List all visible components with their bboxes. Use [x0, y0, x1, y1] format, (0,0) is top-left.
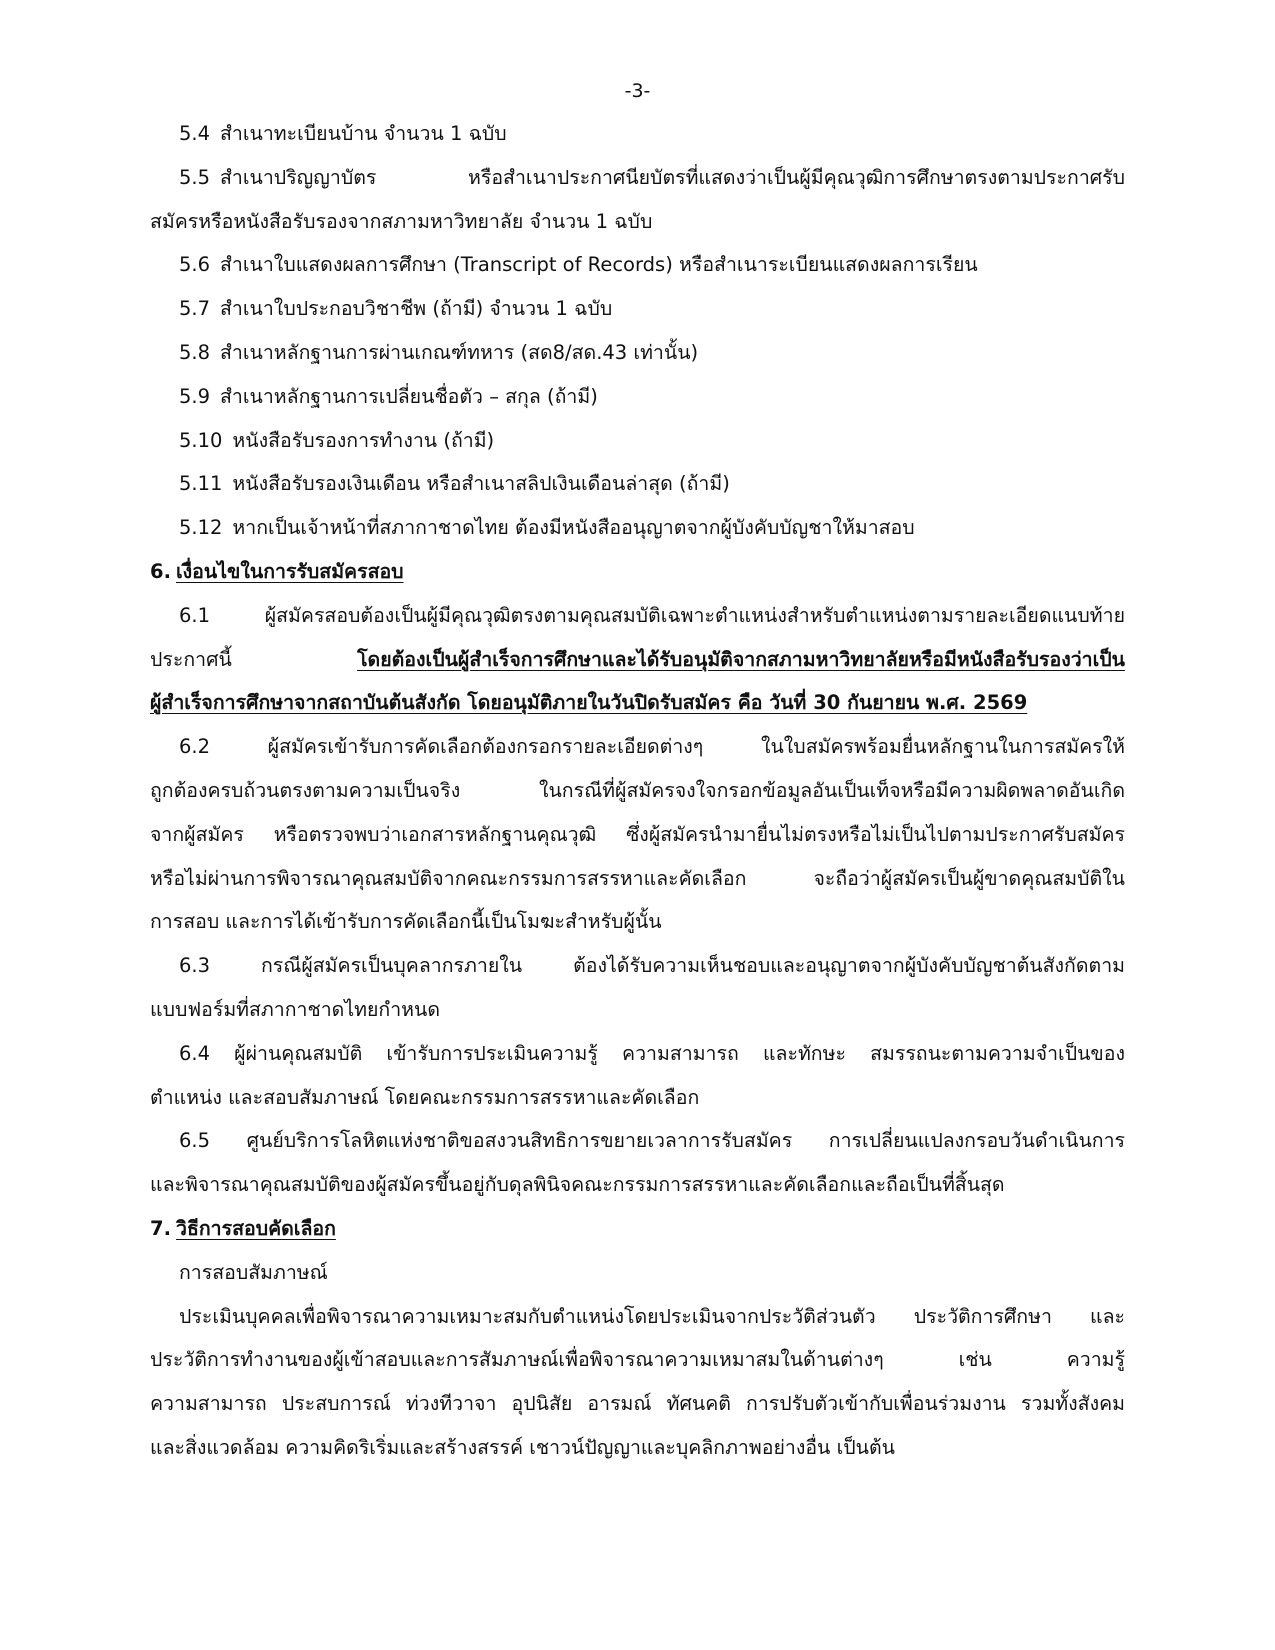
paragraph-7-line-1: ประเมินบุคคลเพื่อพิจารณาความเหมาะสมกับตำแหน่งโดยประเมินจากประวัติส่วนตัว ประวัติการศึกษา และ: [179, 1304, 1125, 1328]
item-text: สำเนาปริญญาบัตร หรือสำเนาประกาศนียบัตรที่แสดงว่าเป็นผู้มีคุณวุฒิการศึกษาตรงตามประกาศรับ: [220, 165, 1125, 189]
item-text: สำเนาทะเบียนบ้าน จำนวน 1 ฉบับ: [220, 122, 507, 145]
item-text: สำเนาใบประกอบวิชาชีพ (ถ้ามี) จำนวน 1 ฉบับ: [220, 297, 613, 321]
item-number: 5.5: [179, 165, 211, 189]
paragraph-6-5-line-1: 6.5 ศูนย์บริการโลหิตแห่งชาติขอสงวนสิทธิการขยายเวลาการรับสมัคร การเปลี่ยนแปลงกรอบวันดำเนินการ: [179, 1129, 1125, 1153]
paragraph-6-2-line-4: หรือไม่ผ่านการพิจารณาคุณสมบัติจากคณะกรรมการสรรหาและคัดเลือก จะถือว่าผู้สมัครเป็นผู้ขาดคุณสมบัติใน: [150, 866, 1125, 890]
list-item-5-11: [150, 462, 1125, 506]
paragraph-6-1-line-2: [150, 638, 1125, 682]
emphasized-text: โดยต้องเป็นผู้สำเร็จการศึกษาและได้รับอนุมัติจากสภามหาวิทยาลัยหรือมีหนังสือรับรองว่าเป็น: [357, 647, 1125, 671]
page-number: -3-: [624, 80, 651, 102]
item-number: 5.9: [179, 384, 211, 408]
section-7-subheading: การสอบสัมภาษณ์: [179, 1260, 328, 1284]
list-item-5-5-continued: สมัครหรือหนังสือรับรองจากสภามหาวิทยาลัย จำนวน 1 ฉบับ: [150, 209, 653, 233]
paragraph-6-2-line-1: 6.2 ผู้สมัครเข้ารับการคัดเลือกต้องกรอกรายละเอียดต่างๆ ในใบสมัครพร้อมยื่นหลักฐานในการสมัครให้: [179, 735, 1125, 759]
item-number: 5.6: [179, 253, 211, 277]
section-title: เงื่อนไขในการรับสมัครสอบ: [176, 559, 404, 583]
section-7-heading: [150, 1207, 1125, 1251]
item-text: หนังสือรับรองการทำงาน (ถ้ามี): [232, 428, 495, 452]
paragraph-6-4-line-1: 6.4 ผู้ผ่านคุณสมบัติ เข้ารับการประเมินความรู้ ความสามารถ และทักษะ สมรรถนะตามความจำเป็นของ: [179, 1041, 1125, 1065]
paragraph-6-2-line-5: การสอบ และการได้เข้ารับการคัดเลือกนี้เป็นโมฆะสำหรับผู้นั้น: [150, 910, 662, 934]
item-number: 5.8: [179, 340, 211, 364]
paragraph-7-line-4: และสิ่งแวดล้อม ความคิดริเริ่มและสร้างสรรค์ เชาวน์ปัญญาและบุคลิกภาพอย่างอื่น เป็นต้น: [150, 1435, 895, 1459]
paragraph-6-5-line-2: และพิจารณาคุณสมบัติของผู้สมัครขึ้นอยู่กับดุลพินิจคณะกรรมการสรรหาและคัดเลือกและถือเป็นที่สิ้นสุด: [150, 1173, 1005, 1197]
paragraph-6-4-line-2: ตำแหน่ง และสอบสัมภาษณ์ โดยคณะกรรมการสรรหาและคัดเลือก: [150, 1085, 700, 1109]
paragraph-6-2-line-3: จากผู้สมัคร หรือตรวจพบว่าเอกสารหลักฐานคุณวุฒิ ซึ่งผู้สมัครนำมายื่นไม่ตรงหรือไม่เป็นไปตามประกาศรับสมัคร: [150, 822, 1125, 846]
list-item-5-8: [150, 331, 1125, 375]
item-text: หนังสือรับรองเงินเดือน หรือสำเนาสลิปเงินเดือนล่าสุด (ถ้ามี): [232, 472, 730, 496]
list-item-5-4: [150, 112, 1125, 156]
item-number: 5.7: [179, 297, 211, 321]
section-6-heading: [150, 550, 1125, 594]
list-item-5-12: [150, 506, 1125, 550]
emphasized-text: ผู้สำเร็จการศึกษาจากสถาบันต้นสังกัด โดยอนุมัติภายในวันปิดรับสมัคร คือ วันที่ 30 กันยายน พ.ศ. 2569: [150, 691, 1028, 715]
section-number: 7.: [150, 1216, 171, 1240]
plain-text: ประกาศนี้: [150, 647, 358, 671]
item-number: 5.4: [179, 122, 211, 145]
list-item-5-10: [150, 419, 1125, 463]
section-title: วิธีการสอบคัดเลือก: [176, 1216, 336, 1240]
paragraph-6-2-line-2: ถูกต้องครบถ้วนตรงตามความเป็นจริง ในกรณีที่ผู้สมัครจงใจกรอกข้อมูลอันเป็นเท็จหรือมีความผิดพลาดอันเกิด: [150, 778, 1125, 802]
list-item-5-7: [150, 287, 1125, 331]
document-body: [150, 112, 1125, 1470]
item-text: สำเนาหลักฐานการผ่านเกณฑ์ทหาร (สด8/สด.43 เท่านั้น): [220, 340, 699, 364]
paragraph-6-1-line-1: 6.1 ผู้สมัครสอบต้องเป็นผู้มีคุณวุฒิตรงตามคุณสมบัติเฉพาะตำแหน่งสำหรับตำแหน่งตามรายละเอียดแนบท้าย: [179, 603, 1125, 627]
item-number: 5.12: [179, 516, 223, 540]
item-text: หากเป็นเจ้าหน้าที่สภากาชาดไทย ต้องมีหนังสืออนุญาตจากผู้บังคับบัญชาให้มาสอบ: [232, 516, 915, 540]
item-text: สำเนาหลักฐานการเปลี่ยนชื่อตัว – สกุล (ถ้ามี): [220, 384, 598, 408]
section-number: 6.: [150, 559, 171, 583]
paragraph-6-3-line-1: 6.3 กรณีผู้สมัครเป็นบุคลากรภายใน ต้องได้รับความเห็นชอบและอนุญาตจากผู้บังคับบัญชาต้นสังกัดตาม: [179, 954, 1125, 978]
item-text: สำเนาใบแสดงผลการศึกษา (Transcript of Records) หรือสำเนาระเบียนแสดงผลการเรียน: [220, 253, 978, 277]
item-number: 5.11: [179, 472, 223, 496]
list-item-5-5: [150, 156, 1125, 200]
paragraph-7-line-3: ความสามารถ ประสบการณ์ ท่วงทีวาจา อุปนิสัย อารมณ์ ทัศนคติ การปรับตัวเข้ากับเพื่อนร่วมงาน รวมทั้งสังคม: [150, 1392, 1125, 1416]
paragraph-6-3-line-2: แบบฟอร์มที่สภากาชาดไทยกำหนด: [150, 997, 441, 1021]
paragraph-6-1-line-3: [150, 681, 1125, 725]
paragraph-7-line-2: ประวัติการทำงานของผู้เข้าสอบและการสัมภาษณ์เพื่อพิจารณาความเหมาสมในด้านต่างๆ เช่น ความรู้: [150, 1348, 1125, 1372]
item-number: 5.10: [179, 428, 223, 452]
list-item-5-9: [150, 375, 1125, 419]
list-item-5-6: [150, 243, 1125, 287]
